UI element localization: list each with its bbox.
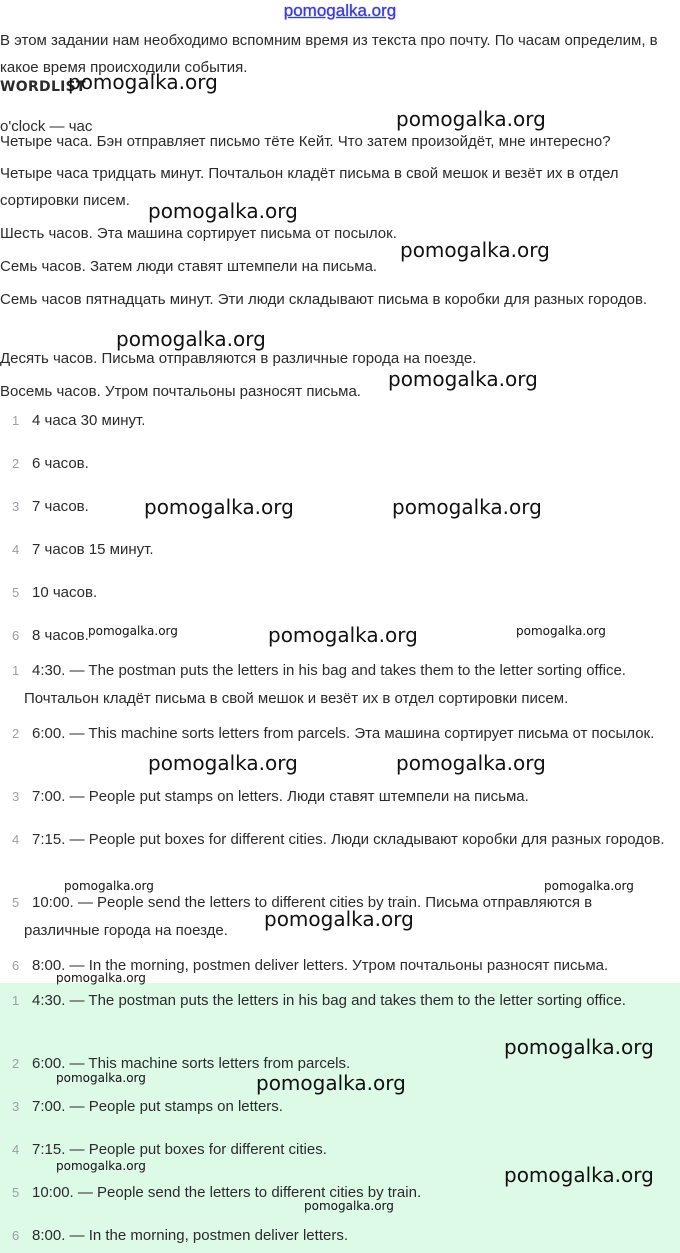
translation-paragraph: Четыре часа тридцать минут. Почтальон кладёт письма в свой мешок и везёт их в отдел сортировки писем. <box>0 165 619 209</box>
watermark: pomogalka.org <box>516 624 606 638</box>
final-answer-item <box>0 1136 670 1164</box>
watermark: pomogalka.org <box>148 199 298 223</box>
watermark: pomogalka.org <box>148 751 298 775</box>
watermark: pomogalka.org <box>256 1071 406 1095</box>
translation-paragraph: Десять часов. Письма отправляются в различные города на поезде. <box>0 350 477 367</box>
watermark: pomogalka.org <box>504 1163 654 1187</box>
intro-text: В этом задании нам необходимо вспомним время из текста про почту. По часам определим, в какое время происходили события. <box>0 32 658 76</box>
item-text: 10:00. — People send the letters to different cities by train. Письма отправляются в различные города на поезде. <box>24 894 593 939</box>
watermark: pomogalka.org <box>144 495 294 519</box>
item-text: 4:30. — The postman puts the letters in his bag and takes them to the letter sorting office. Почтальон кладёт письма в свой мешок и везёт их в отдел сортировки писем. <box>24 662 626 707</box>
watermark: pomogalka.org <box>396 751 546 775</box>
answer-item <box>0 783 670 811</box>
watermark: pomogalka.org <box>116 327 266 351</box>
answer-item <box>0 720 670 748</box>
item-text: 7:15. — People put boxes for different cities. <box>32 1141 327 1158</box>
item-text: 7:15. — People put boxes for different cities. Люди складывают коробки для разных городов. <box>32 831 665 848</box>
final-answer-item <box>0 1222 670 1250</box>
answer-item <box>0 952 670 980</box>
item-text: 6:00. — This machine sorts letters from parcels. <box>32 1055 351 1072</box>
item-text: 8:00. — In the morning, postmen deliver letters. <box>32 1227 348 1244</box>
watermark: pomogalka.org <box>68 70 218 94</box>
translation-paragraph: Шесть часов. Эта машина сортирует письма от посылок. <box>0 225 397 242</box>
final-answer-item <box>0 1093 670 1121</box>
item-number: 4 <box>12 542 20 557</box>
translation-paragraph: Четыре часа. Бэн отправляет письмо тёте Кейт. Что затем произойдёт, мне интересно? <box>0 133 611 150</box>
item-number: 4 <box>12 1142 20 1157</box>
translation-paragraph: Семь часов пятнадцать минут. Эти люди складывают письма в коробки для разных городов. <box>0 291 648 308</box>
watermark: pomogalka.org <box>396 107 546 131</box>
translation-paragraph: Семь часов. Затем люди ставят штемпели на письма. <box>0 258 378 275</box>
time-list-item <box>0 579 670 607</box>
item-number: 3 <box>12 789 20 804</box>
item-text: 10 часов. <box>32 584 98 601</box>
watermark: pomogalka.org <box>64 879 154 893</box>
item-number: 4 <box>12 832 20 847</box>
watermark: pomogalka.org <box>544 879 634 893</box>
item-text: 6:00. — This machine sorts letters from parcels. Эта машина сортирует письма от посылок. <box>32 725 655 742</box>
item-number: 1 <box>12 993 20 1008</box>
item-number: 2 <box>12 1056 20 1071</box>
item-number: 3 <box>12 499 20 514</box>
item-number: 6 <box>12 1228 20 1243</box>
item-text: 7:00. — People put stamps on letters. Люди ставят штемпели на письма. <box>32 788 529 805</box>
item-text: 7 часов. <box>32 498 89 515</box>
final-answer-item <box>0 1050 670 1078</box>
watermark: pomogalka.org <box>304 1199 394 1213</box>
answer-item <box>0 826 670 854</box>
item-text: 4 часа 30 минут. <box>32 412 146 429</box>
time-list-item <box>0 407 670 435</box>
item-text: 7 часов 15 минут. <box>32 541 154 558</box>
time-list-item <box>0 493 670 521</box>
item-number: 3 <box>12 1099 20 1114</box>
item-number: 1 <box>12 413 20 428</box>
item-number: 5 <box>12 1185 20 1200</box>
answer-item <box>0 889 670 945</box>
item-number: 2 <box>12 456 20 471</box>
wordlist-item-partial: o'clock — час <box>0 118 93 135</box>
item-text: 8:00. — In the morning, postmen deliver letters. Утром почтальоны разносят письма. <box>32 957 609 974</box>
item-number: 6 <box>12 958 20 973</box>
item-number: 5 <box>12 585 20 600</box>
answer-item <box>0 657 670 713</box>
item-number: 5 <box>12 895 20 910</box>
item-number: 2 <box>12 726 20 741</box>
wordlist-title: WORDLIST <box>0 79 86 95</box>
final-answer-item <box>0 987 670 1015</box>
time-list-item <box>0 536 670 564</box>
item-text: 4:30. — The postman puts the letters in his bag and takes them to the letter sorting office. <box>32 992 626 1009</box>
watermark: pomogalka.org <box>504 1035 654 1059</box>
watermark: pomogalka.org <box>388 367 538 391</box>
watermark: pomogalka.org <box>268 623 418 647</box>
watermark: pomogalka.org <box>56 1159 146 1173</box>
item-number: 1 <box>12 663 20 678</box>
item-text: 7:00. — People put stamps on letters. <box>32 1098 283 1115</box>
item-number: 6 <box>12 628 20 643</box>
item-text: 10:00. — People send the letters to different cities by train. <box>32 1184 422 1201</box>
watermark: pomogalka.org <box>400 238 550 262</box>
item-text: 6 часов. <box>32 455 89 472</box>
item-text: 8 часов. <box>32 627 89 644</box>
watermark: pomogalka.org <box>392 495 542 519</box>
watermark: pomogalka.org <box>56 971 146 985</box>
watermark: pomogalka.org <box>264 907 414 931</box>
watermark: pomogalka.org <box>56 1071 146 1085</box>
final-answer-item <box>0 1179 670 1207</box>
time-list-item <box>0 622 670 650</box>
site-header-link[interactable]: pomogalka.org <box>283 1 397 20</box>
translation-paragraph: Восемь часов. Утром почтальоны разносят письма. <box>0 383 361 400</box>
watermark: pomogalka.org <box>88 624 178 638</box>
time-list-item <box>0 450 670 478</box>
